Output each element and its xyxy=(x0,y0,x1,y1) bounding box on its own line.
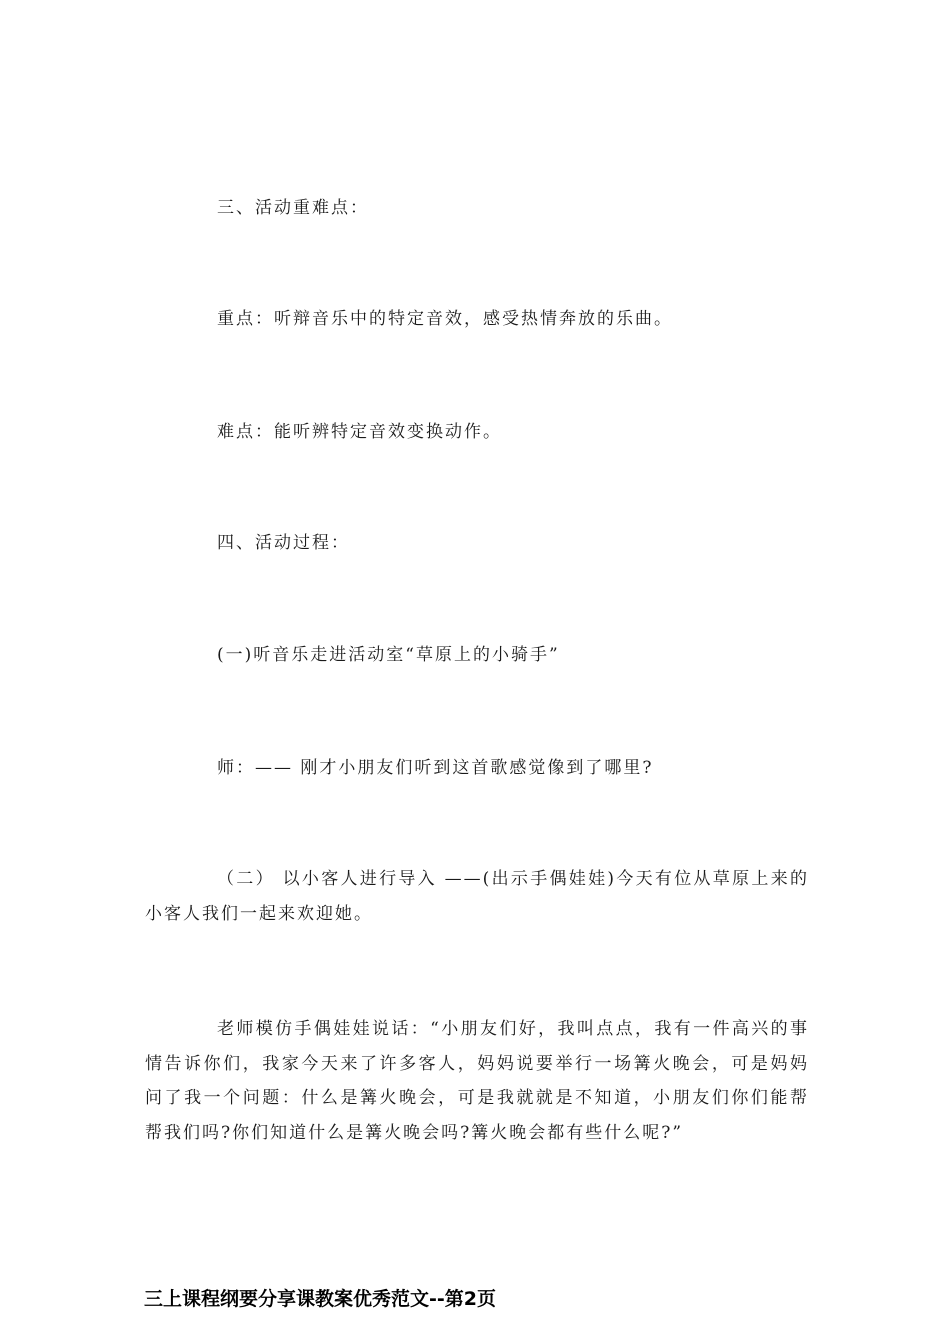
section-heading-key-points: 三、活动重难点： xyxy=(217,198,369,218)
teacher-question-text: 师：—— 刚才小朋友们听到这首歌感觉像到了哪里? xyxy=(217,758,654,778)
step-one-text: (一)听音乐走进活动室“草原上的小骑手” xyxy=(217,645,560,665)
section-heading-process: 四、活动过程： xyxy=(217,533,350,553)
difficult-point-text: 难点：能听辨特定音效变换动作。 xyxy=(217,422,502,442)
step-two-paragraph: （二） 以小客人进行导入 ——(出示手偶娃娃)今天有位从草原上来的小客人我们一起来欢迎她。 xyxy=(145,869,809,924)
key-point-text: 重点：听辩音乐中的特定音效，感受热情奔放的乐曲。 xyxy=(217,309,673,329)
puppet-speech-paragraph: 老师模仿手偶娃娃说话：“小朋友们好，我叫点点，我有一件高兴的事情告诉你们，我家今天来了许多客人，妈妈说要举行一场篝火晚会，可是妈妈问了我一个问题：什么是篝火晚会，可是我就就是不知道，小朋友们你们能帮帮我们吗?你们知道什么是篝火晚会吗?篝火晚会都有些什么呢?” xyxy=(145,1019,809,1143)
page-footer: 三上课程纲要分享课教案优秀范文--第2页 xyxy=(144,1288,496,1310)
